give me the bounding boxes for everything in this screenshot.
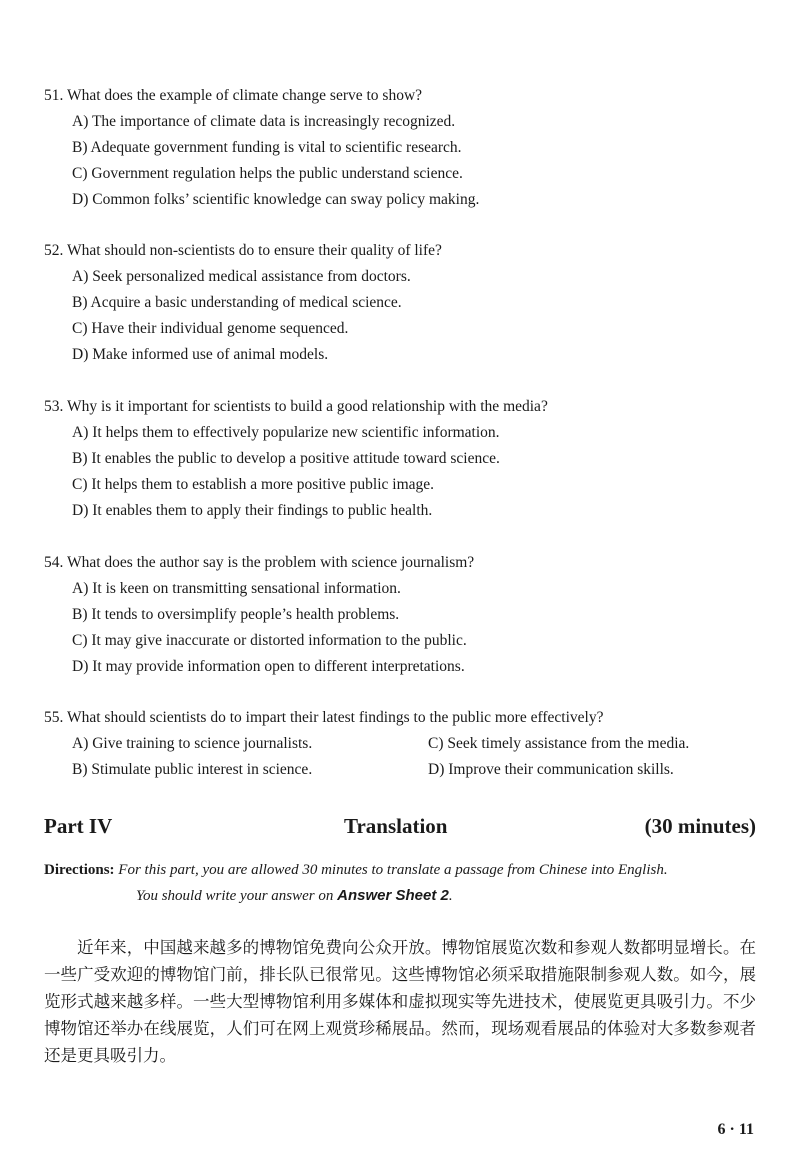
translation-passage: 近年来，中国越来越多的博物馆免费向公众开放。博物馆展览次数和参观人数都明显增长。在一些广受欢迎的博物馆门前，排长队已很常见。这些博物馆必须采取措施限制参观人数。如今，展览形式越来越多样。一些大型博物馆利用多媒体和虚拟现实等先进技术，使展览更具吸引力。不少博物馆还举办在线展览，人们可在网上观赏珍稀展品。然而，现场观看展品的体验对大多数参观者还是更具吸引力。 bbox=[44, 938, 756, 1065]
options-grid bbox=[44, 734, 764, 780]
question-stem: 53. Why is it important for scientists to build a good relationship with the media? bbox=[44, 398, 548, 415]
directions-text-2: You should write your answer on bbox=[136, 888, 334, 904]
option-b: B) Acquire a basic understanding of medical science. bbox=[72, 294, 402, 311]
part-label: Part IV bbox=[44, 814, 113, 838]
directions-end: . bbox=[448, 888, 453, 904]
question-stem: 52. What should non-scientists do to ensure their quality of life? bbox=[44, 242, 442, 259]
option-d: D) It may provide information open to different interpretations. bbox=[72, 658, 465, 675]
option-c: C) It helps them to establish a more positive public image. bbox=[72, 476, 435, 493]
option-a: A) Give training to science journalists. bbox=[72, 735, 313, 752]
directions-label: Directions: bbox=[44, 862, 115, 878]
option-b: B) Adequate government funding is vital to scientific research. bbox=[72, 139, 462, 156]
answer-sheet-label: Answer Sheet 2 bbox=[337, 887, 449, 904]
option-d: D) Improve their communication skills. bbox=[428, 761, 674, 778]
directions-text-1: For this part, you are allowed 30 minutes to translate a passage from Chinese into English. bbox=[118, 862, 668, 878]
page-number: 6 · 11 bbox=[717, 1121, 754, 1138]
question-55 bbox=[44, 708, 764, 780]
option-c: C) Seek timely assistance from the media. bbox=[428, 735, 690, 752]
option-d: D) Common folks’ scientific knowledge can sway policy making. bbox=[72, 191, 480, 208]
option-a: A) Seek personalized medical assistance from doctors. bbox=[72, 268, 411, 285]
part-title: Translation bbox=[344, 814, 448, 838]
option-c: C) It may give inaccurate or distorted information to the public. bbox=[72, 632, 467, 649]
question-stem: 55. What should scientists do to impart their latest findings to the public more effectively? bbox=[44, 709, 604, 726]
option-a: A) The importance of climate data is increasingly recognized. bbox=[72, 113, 456, 130]
option-b: B) It enables the public to develop a positive attitude toward science. bbox=[72, 450, 500, 467]
option-a: A) It is keen on transmitting sensational information. bbox=[72, 580, 401, 597]
question-51 bbox=[44, 86, 764, 210]
option-c: C) Government regulation helps the public understand science. bbox=[72, 165, 463, 182]
part-time: (30 minutes) bbox=[644, 814, 756, 838]
part-header bbox=[44, 812, 756, 840]
question-53 bbox=[44, 397, 764, 521]
directions bbox=[44, 860, 764, 906]
question-54 bbox=[44, 553, 764, 677]
option-b: B) It tends to oversimplify people’s health problems. bbox=[72, 606, 400, 623]
option-c: C) Have their individual genome sequenced. bbox=[72, 320, 349, 337]
question-stem: 54. What does the author say is the problem with science journalism? bbox=[44, 554, 475, 571]
option-d: D) Make informed use of animal models. bbox=[72, 346, 329, 363]
question-52 bbox=[44, 241, 764, 365]
option-d: D) It enables them to apply their findings to public health. bbox=[72, 502, 433, 519]
question-stem: 51. What does the example of climate change serve to show? bbox=[44, 87, 423, 104]
option-b: B) Stimulate public interest in science. bbox=[72, 761, 313, 778]
option-a: A) It helps them to effectively popularize new scientific information. bbox=[72, 424, 500, 441]
